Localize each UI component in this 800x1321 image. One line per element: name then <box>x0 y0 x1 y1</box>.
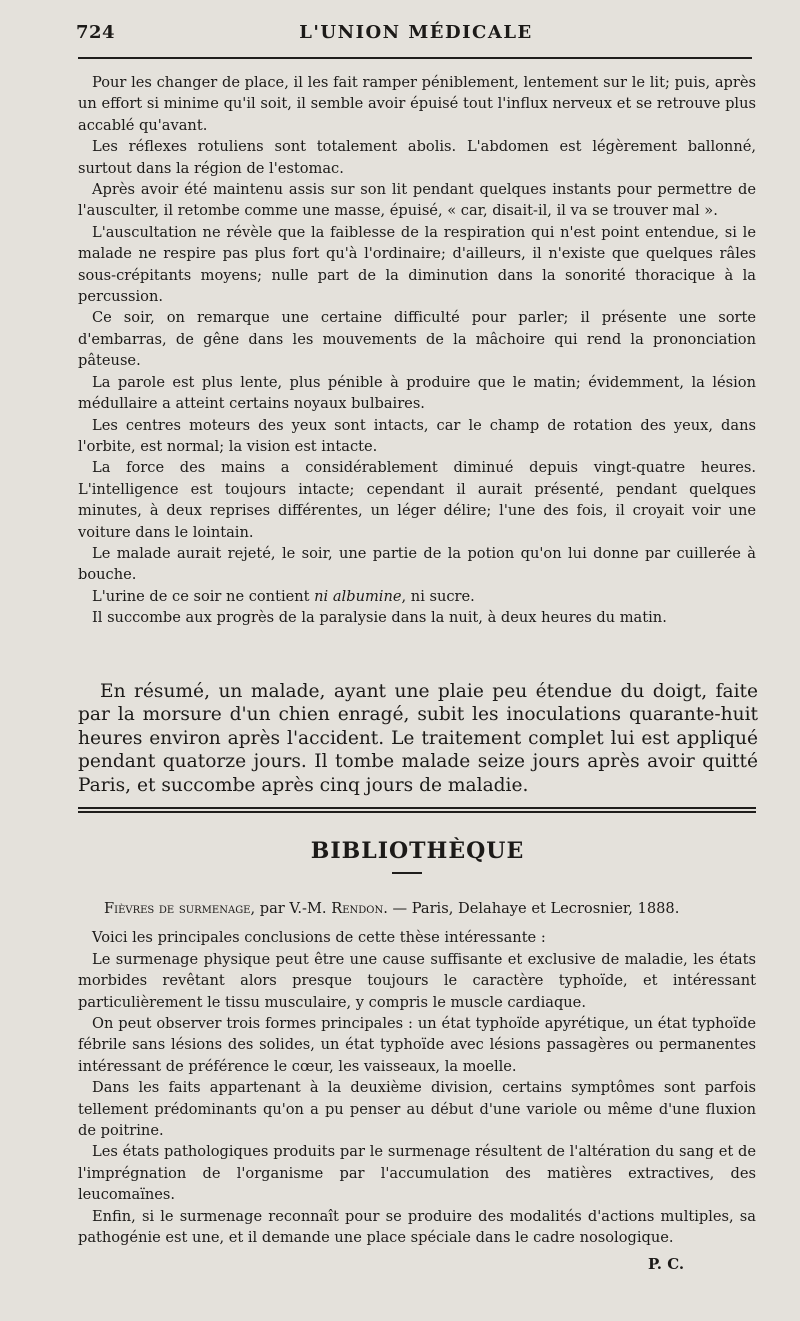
book-publisher: — Paris, Delahaye et Lecrosnier, 1888. <box>387 900 680 917</box>
header-rule <box>78 57 752 59</box>
heading-underline <box>392 872 422 874</box>
page-number: 724 <box>76 22 116 43</box>
paragraph: Les réflexes rotuliens sont totalement abolis. L'abdomen est légèrement ballonné, surtout dans la région de l'estomac. <box>78 138 756 177</box>
urine-paragraph <box>78 586 756 607</box>
paragraph: La parole est plus lente, plus pénible à produire que le matin; évidemment, la lésion médullaire a atteint certains noyaux bulbaires. <box>78 373 756 413</box>
case-summary: En résumé, un malade, ayant une plaie peu étendue du doigt, faite par la morsure d'un chien enragé, subit les inoculations quarante-huit heures environ après l'accident. Le traitement complet lui est appliqué pendant quatorze jours. Il tombe malade seize jours après avoir quitté Paris, et succombe après cinq jours de maladie. <box>78 681 758 796</box>
paragraph: L'auscultation ne révèle que la faiblesse de la respiration qui n'est point entendue, si le malade ne respire pas plus fort qu'à l'ordinaire; d'ailleurs, il n'existe que quelques râles sous-crépitants moyens; nulle part de la diminution dans la sonorité thoracique à la percussion. <box>78 223 756 306</box>
paragraph: La force des mains a considérablement diminué depuis vingt-quatre heures. L'intelligence est toujours intacte; cependant il aurait présenté, pendant quelques minutes, à deux reprises différentes, un léger délire; l'une des fois, il croyait voir une voiture dans le lointain. <box>78 459 756 541</box>
paragraph: Le surmenage physique peut être une cause suffisante et exclusive de maladie, les états morbides revêtant alors presque toujours le caractère typhoïde, et intéressant particulièrement le tissu musculaire, y compris le muscle cardiaque. <box>78 950 756 1011</box>
clinical-observation <box>78 72 756 629</box>
book-reference <box>78 898 756 919</box>
paragraph: Après avoir été maintenu assis sur son lit pendant quelques instants pour permettre de l'ausculter, il retombe comme une masse, épuisé, « car, disait-il, il va se trouver mal ». <box>78 181 756 220</box>
section-divider <box>78 807 756 815</box>
urine-emphasis: ni albumine <box>314 587 402 605</box>
book-author: V.-M. Rendon. <box>289 900 388 917</box>
paragraph: Pour les changer de place, il les fait ramper péniblement, lentement sur le lit; puis, après un effort si minime qu'il soit, il semble avoir épuisé tout l'influx nerveux et se retrouve plus accablé qu'avant. <box>78 74 756 134</box>
paragraph: Enfin, si le surmenage reconnaît pour se produire des modalités d'actions multiples, sa pathogénie est une, et il demande une place spéciale dans le cadre nosologique. <box>78 1207 756 1247</box>
death-paragraph: Il succombe aux progrès de la paralysie dans la nuit, à deux heures du matin. <box>92 609 667 627</box>
journal-title: L'UNION MÉDICALE <box>299 22 533 43</box>
paragraph: Le malade aurait rejeté, le soir, une partie de la potion qu'on lui donne par cuillerée à bouche. <box>78 544 756 584</box>
urine-prefix: L'urine de ce soir ne contient <box>92 587 315 605</box>
paragraph: Les états pathologiques produits par le surmenage résultent de l'altération du sang et de l'imprégnation de l'organisme par l'accumulation des matières extractives, des leucomaïnes. <box>78 1143 756 1204</box>
paragraph: Dans les faits appartenant à la deuxième division, certains symptômes sont parfois tellement prédominants qu'on a pu penser au début d'une variole ou même d'une fluxion de poitrine. <box>78 1079 756 1140</box>
book-by: par <box>255 900 290 917</box>
section-heading: BIBLIOTHÈQUE <box>310 838 525 864</box>
reviewer-signature: P. C. <box>648 1255 685 1273</box>
paragraph: On peut observer trois formes principales : un état typhoïde apyrétique, un état typhoïde fébrile sans lésions des solides, un état typhoïde avec lésions passagères ou permanentes intéressant de préférence le cœur, les vaisseaux, la moelle. <box>78 1015 756 1075</box>
book-review <box>78 898 756 1249</box>
paragraph: Ce soir, on remarque une certaine difficulté pour parler; il présente une sorte d'embarras, de gêne dans les mouvements de la mâchoire qui rend la prononciation pâteuse. <box>78 309 756 370</box>
page-header <box>76 22 756 50</box>
book-title: Fièvres de surmenage, <box>104 900 256 917</box>
paragraph: Voici les principales conclusions de cette thèse intéressante : <box>92 929 546 947</box>
paragraph: Les centres moteurs des yeux sont intacts, car le champ de rotation des yeux, dans l'orbite, est normal; la vision est intacte. <box>78 416 756 455</box>
urine-suffix: , ni sucre. <box>401 587 475 605</box>
